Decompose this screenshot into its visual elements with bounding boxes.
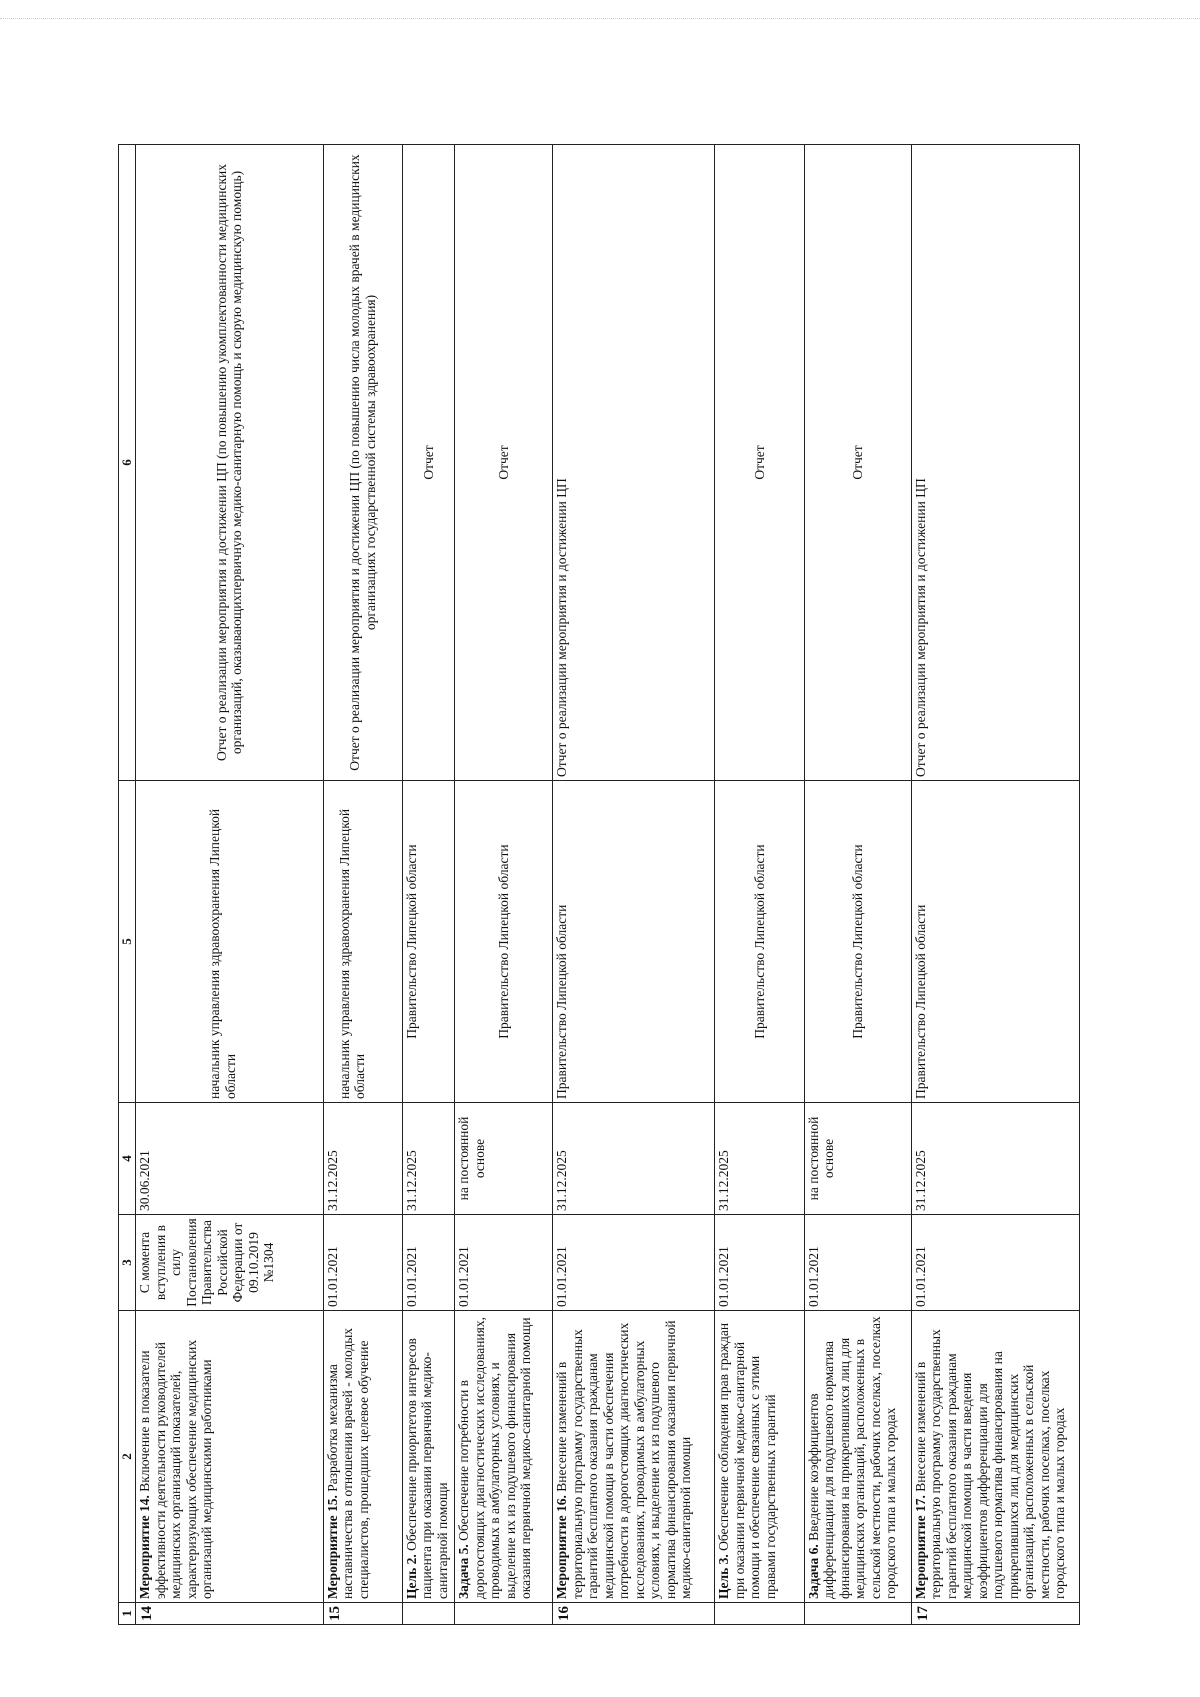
page-top-border	[0, 18, 1200, 19]
row-responsible	[323, 781, 402, 1103]
row-description	[402, 1311, 455, 1603]
row-end-date: 31.12.2025	[323, 1103, 402, 1215]
table-row	[715, 145, 805, 1625]
row-end-date: на постоянной основе	[455, 1103, 553, 1215]
row-result: Отчет о реализации мероприятия и достижении ЦП	[911, 145, 1080, 781]
row-number: 16	[553, 1603, 715, 1625]
table-row	[804, 145, 911, 1625]
row-responsible: Правительство Липецкой области	[455, 781, 553, 1103]
header-row	[119, 145, 136, 1625]
row-description	[911, 1311, 1080, 1603]
row-description	[455, 1311, 553, 1603]
row-responsible-text: начальник управления здравоохранения Липецкой области	[336, 808, 368, 1099]
row-start-date: 01.01.2021	[455, 1215, 553, 1311]
row-start-date: 01.01.2021	[323, 1215, 402, 1311]
row-end-date: 30.06.2021	[136, 1103, 324, 1215]
row-text: Внесение изменений в территориальную программу государственных гарантий бесплатного оказания гражданам медицинской помощи в части обеспечения потребности в дорогостоящих диагностических исследованиях, проводимых в амбулаторных условиях, и выделение их из подушевого норматива финансирования оказания первичной медико-санитарной помощи	[554, 1320, 694, 1599]
row-responsible	[136, 781, 324, 1103]
row-result: Отчет	[715, 145, 805, 781]
row-result: Отчет о реализации мероприятия и достижении ЦП (по повышению числа молодых врачей в медицинских организациях государственной системы здравоохранения)	[323, 145, 402, 781]
row-start-date: 01.01.2021	[553, 1215, 715, 1311]
row-result: Отчет о реализации мероприятия и достижении ЦП (по повышению укомплектованности медицинских организаций, оказывающихпервичную медико-санитарную помощь и скорую медицинскую помощь)	[136, 145, 324, 781]
row-number: 14	[136, 1603, 324, 1625]
row-start-date: 01.01.2021	[911, 1215, 1080, 1311]
rotated-table-container	[118, 145, 1080, 1625]
row-text: Разработка механизма наставничества в отношении врачей - молодых специалистов, прошедших целевое обучение	[324, 1327, 371, 1599]
row-number: 17	[911, 1603, 1080, 1625]
row-lead: Цель 2.	[403, 1554, 419, 1599]
row-lead: Мероприятие 16.	[554, 1495, 570, 1599]
row-description	[804, 1311, 911, 1603]
header-col-6: 6	[119, 145, 136, 781]
row-end-date: 31.12.2025	[911, 1103, 1080, 1215]
header-col-1: 1	[119, 1603, 136, 1625]
row-text: Обеспечение приоритетов интересов пациента при оказании первичной медико-санитарной помощи	[403, 1338, 450, 1599]
row-start-date: 01.01.2021	[804, 1215, 911, 1311]
table-row	[323, 145, 402, 1625]
row-text: Введение коэффициентов дифференциации для подушевого норматива финансирования на прикрепившихся лиц для медицинских организаций, расположенных в сельской местности, рабочих поселках, поселках городского типа и малых городах	[805, 1316, 899, 1599]
table-row	[455, 145, 553, 1625]
row-text: Обеспечение потребности в дорогостоящих диагностических исследованиях, проводимых в амбулаторных условиях, и выделение их из подушевого финансирования оказания первичной медико-санитарной помощи	[456, 1317, 534, 1599]
table-row	[911, 145, 1080, 1625]
row-result: Отчет о реализации мероприятия и достижении ЦП	[553, 145, 715, 781]
row-responsible: Правительство Липецкой области	[715, 781, 805, 1103]
table-row	[136, 145, 324, 1625]
measures-table	[118, 144, 1080, 1625]
row-end-date: 31.12.2025	[402, 1103, 455, 1215]
row-end-date: 31.12.2025	[553, 1103, 715, 1215]
header-col-5: 5	[119, 781, 136, 1103]
row-end-date: на постоянной основе	[804, 1103, 911, 1215]
row-description	[323, 1311, 402, 1603]
header-col-3: 3	[119, 1215, 136, 1311]
row-lead: Задача 5.	[456, 1544, 472, 1599]
header-col-2: 2	[119, 1311, 136, 1603]
row-lead: Цель 3.	[716, 1554, 732, 1599]
row-responsible: Правительство Липецкой области	[804, 781, 911, 1103]
row-text: Обеспечение соблюдения прав граждан при оказании первичной медико-санитарной помощи и обеспечение связанных с этими правами государственных гарантий	[716, 1322, 778, 1599]
table-row	[553, 145, 715, 1625]
row-number	[804, 1603, 911, 1625]
row-text: Внесение изменений в территориальную программу государственных гарантий бесплатного оказания гражданам медицинской помощи в части введения коэффициентов дифференциации для подушевого норматива финансирования на прикрепившихся лиц для медицинских организаций, расположенных в сельской местности, рабочих поселках, поселках городского типа и малых городах	[912, 1329, 1067, 1599]
row-start-date: С момента вступления в силу Постановления Правительства Российской Федерации от 09.10.2019 №1304	[136, 1215, 324, 1311]
row-lead: Задача 6.	[805, 1544, 821, 1599]
row-end-date: 31.12.2025	[715, 1103, 805, 1215]
row-start-date: 01.01.2021	[715, 1215, 805, 1311]
header-col-4: 4	[119, 1103, 136, 1215]
row-responsible-text: начальник управления здравоохранения Липецкой области	[207, 808, 238, 1099]
row-result: Отчет	[402, 145, 455, 781]
row-number	[402, 1603, 455, 1625]
row-description	[553, 1311, 715, 1603]
row-lead: Мероприятие 15.	[324, 1495, 340, 1599]
row-result: Отчет	[455, 145, 553, 781]
row-responsible: Правительство Липецкой области	[911, 781, 1080, 1103]
row-description	[715, 1311, 805, 1603]
row-text: Включение в показатели эффективности деятельности руководителей медицинских организаций показателей, характеризующих обеспечение медицинских организаций медицинскими работниками	[137, 1339, 214, 1599]
row-number	[715, 1603, 805, 1625]
row-start-date: 01.01.2021	[402, 1215, 455, 1311]
row-responsible: Правительство Липецкой области	[402, 781, 455, 1103]
row-description	[136, 1311, 324, 1603]
table-row	[402, 145, 455, 1625]
row-number: 15	[323, 1603, 402, 1625]
row-lead: Мероприятие 17.	[912, 1495, 928, 1599]
row-lead: Мероприятие 14.	[137, 1495, 152, 1599]
row-responsible: Правительство Липецкой области	[553, 781, 715, 1103]
row-result: Отчет	[804, 145, 911, 781]
row-number	[455, 1603, 553, 1625]
